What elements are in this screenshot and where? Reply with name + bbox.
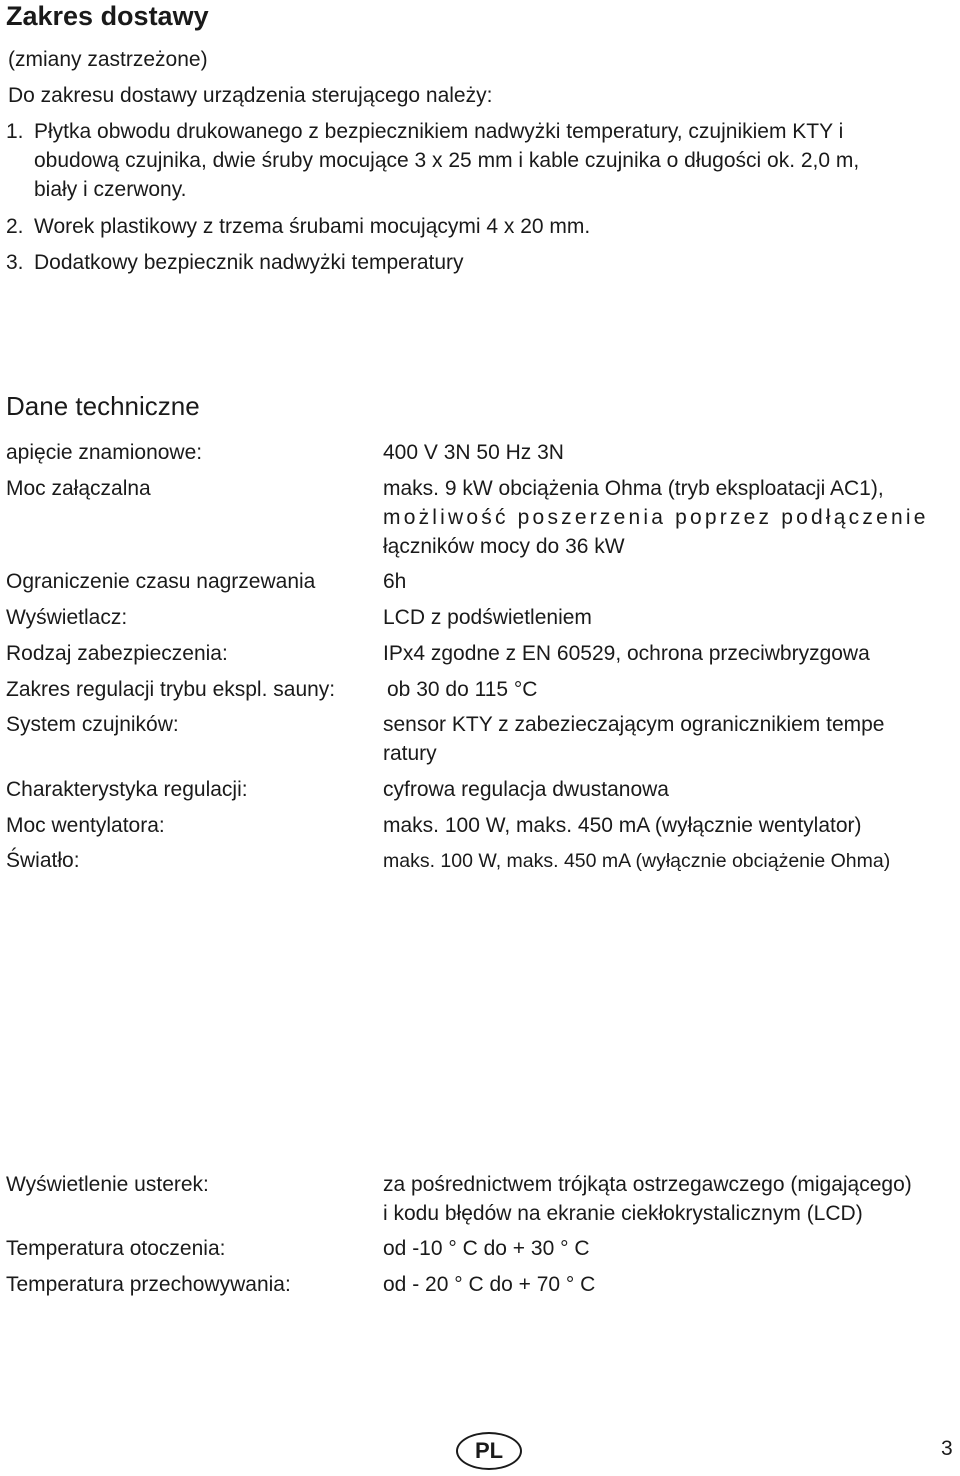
delivery-item-3 [6,248,464,277]
spec-value: maks. 100 W, maks. 450 mA (wyłącznie wentylator) [383,814,862,837]
list-number: 2. [6,215,24,238]
list-number: 1. [6,120,24,143]
spec-label: Wyświetlacz: [6,606,128,629]
spec-label: Moc załączalna [6,477,151,500]
list-item-line: Dodatkowy bezpiecznik nadwyżki temperatury [34,251,464,274]
list-item-line: Worek plastikowy z trzema śrubami mocującymi 4 x 20 mm. [34,215,591,238]
list-number: 3. [6,251,24,274]
spec-value: cyfrowa regulacja dwustanowa [383,778,669,801]
spec-value: LCD z podświetleniem [383,606,592,629]
spec-value: 6h [383,570,407,593]
delivery-note: (zmiany zastrzeżone) [8,48,208,71]
spec-label: apięcie znamionowe: [6,441,203,464]
spec-label: Temperatura otoczenia: [6,1237,226,1260]
spec-label: Temperatura przechowywania: [6,1273,291,1296]
spec-value: ratury [383,742,437,765]
spec-value: łączników mocy do 36 kW [383,535,625,558]
spec-value: 400 V 3N 50 Hz 3N [383,441,564,464]
delivery-intro: Do zakresu dostawy urządzenia sterującego należy: [8,84,493,107]
spec-label: Światło: [6,849,80,872]
list-item-line: Płytka obwodu drukowanego z bezpiecznikiem nadwyżki temperatury, czujnikiem KTY i [34,120,844,143]
spec-value: od - 20 ° C do + 70 ° C [383,1273,596,1296]
spec-label: Charakterystyka regulacji: [6,778,248,801]
delivery-item-2 [6,212,590,241]
spec-label: Zakres regulacji trybu ekspl. sauny: [6,678,336,701]
spec-value: maks. 100 W, maks. 450 mA (wyłącznie obciążenie Ohma) [383,850,891,872]
delivery-item-1 [6,117,843,146]
spec-value: ob 30 do 115 °C [387,678,538,701]
list-item-line: obudową czujnika, dwie śruby mocujące 3 x 25 mm i kable czujnika o długości ok. 2,0 m, [34,149,860,172]
spec-value: od -10 ° C do + 30 ° C [383,1237,590,1260]
section-title-tech: Dane techniczne [6,391,200,421]
page-number: 3 [941,1437,953,1460]
spec-value: IPx4 zgodne z EN 60529, ochrona przeciwbryzgowa [383,642,870,665]
spec-label: System czujników: [6,713,179,736]
list-item-line: biały i czerwony. [34,178,187,201]
spec-value: i kodu błędów na ekranie ciekłokrystalicznym (LCD) [383,1202,863,1225]
spec-label: Moc wentylatora: [6,814,165,837]
spec-value: za pośrednictwem trójkąta ostrzegawczego (migającego) [383,1173,912,1196]
spec-value: maks. 9 kW obciążenia Ohma (tryb eksploatacji AC1), [383,477,884,500]
spec-value: możliwość poszerzenia poprzez podłączenie [383,506,929,529]
section-title-delivery: Zakres dostawy [6,1,209,31]
spec-value: sensor KTY z zabezieczającym ogranicznikiem tempe [383,713,885,736]
spec-label: Wyświetlenie usterek: [6,1173,209,1196]
spec-label: Ograniczenie czasu nagrzewania [6,570,316,593]
spec-label: Rodzaj zabezpieczenia: [6,642,228,665]
language-badge: PL [456,1432,522,1470]
